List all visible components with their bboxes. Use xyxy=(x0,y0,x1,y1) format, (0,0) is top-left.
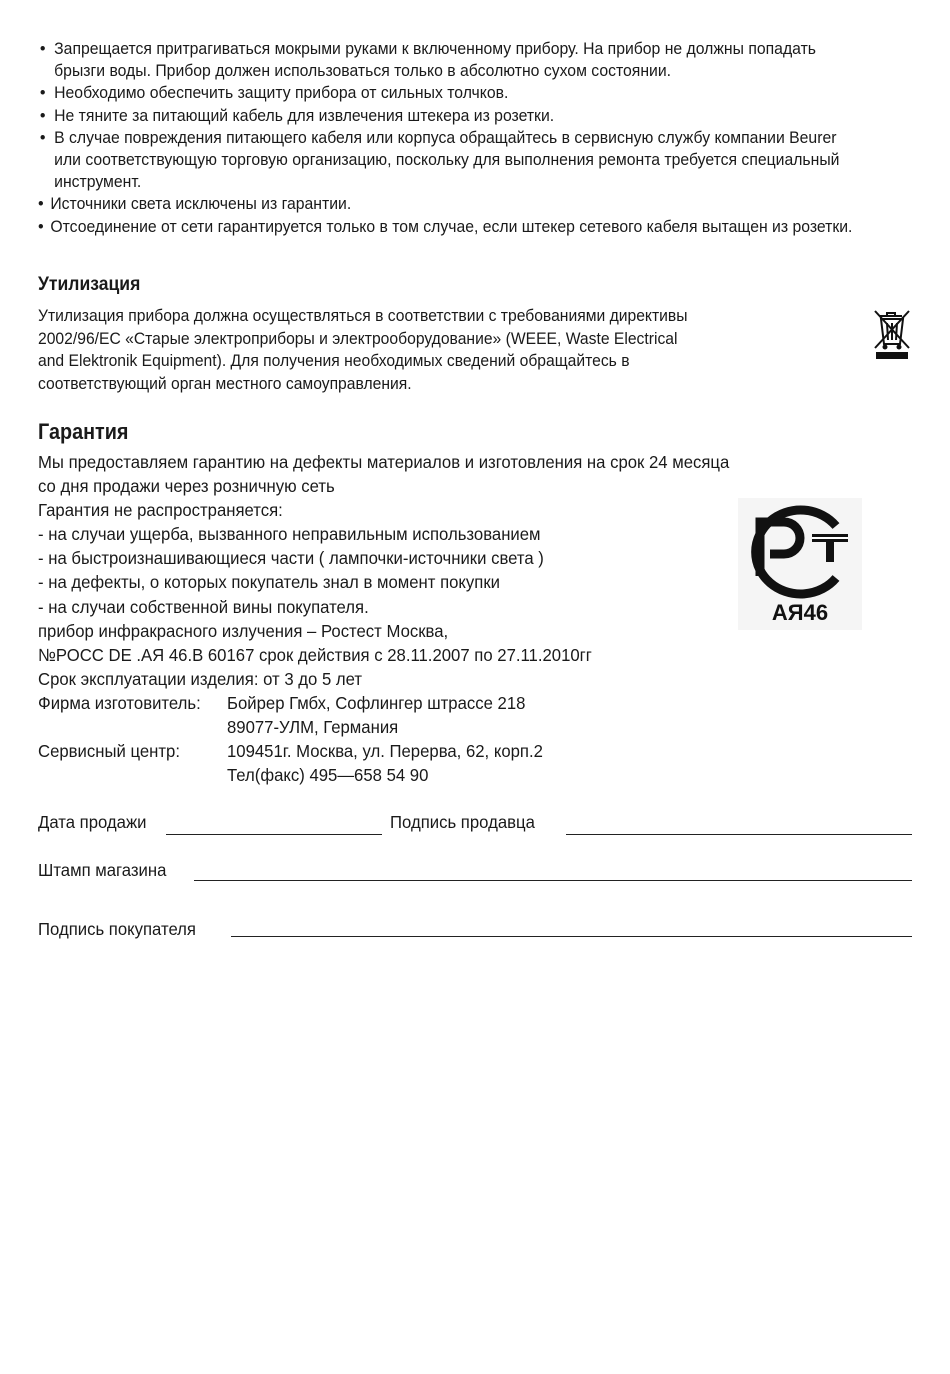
service-life: Срок эксплуатации изделия: от 3 до 5 лет xyxy=(38,668,363,689)
safety-bullet: • Необходимо обеспечить защиту прибора от сильных толчков. xyxy=(38,82,865,104)
rst-certification-mark-icon xyxy=(738,498,862,630)
warranty-text xyxy=(38,450,838,691)
certificate-number: №РОСС DE .АЯ 46.В 60167 срок действия с 28.11.2007 по 27.11.2010гг xyxy=(38,644,592,665)
warranty-line: со дня продажи через розничную сеть xyxy=(38,476,335,497)
safety-bullet: • Отсоединение от сети гарантируется только в том случае, если штекер сетевого кабеля вытащен из розетки. xyxy=(38,216,865,238)
buyer-signature-label: Подпись покупателя xyxy=(38,919,196,939)
manufacturer-label: Фирма изготовитель: xyxy=(38,693,201,713)
manufacturer-address: Бойрер Гмбх, Софлингер штрассе 218 xyxy=(227,693,526,713)
service-center-address: 109451г. Москва, ул. Перерва, 62, корп.2 xyxy=(227,741,543,761)
service-center-phone: Тел(факс) 495—658 54 90 xyxy=(227,765,429,785)
safety-bullet: • Источники света исключены из гарантии. xyxy=(38,193,865,215)
disposal-line: соответствующий орган местного самоуправления. xyxy=(38,374,412,393)
disposal-line: and Elektronik Equipment). Для получения необходимых сведений обращайтесь в xyxy=(38,352,630,370)
disposal-heading: Утилизация xyxy=(38,273,141,295)
warranty-line: Мы предоставляем гарантию на дефекты материалов и изготовления на срок 24 месяца xyxy=(38,452,730,472)
disposal-line: Утилизация прибора должна осуществляться в соответствии с требованиями директивы xyxy=(38,307,688,325)
sale-date-label: Дата продажи xyxy=(38,812,147,832)
safety-bullet: • Запрещается притрагиваться мокрыми руками к включенному прибору. На прибор не должны попадать брызги воды. Прибор должен использоваться только в абсолютно сухом состоянии. xyxy=(38,38,865,82)
buyer-signature-line[interactable] xyxy=(231,936,912,937)
manufacturer-city: 89077-УЛМ, Германия xyxy=(227,717,399,737)
warranty-exclusion: - на случаи ущерба, вызванного неправильным использованием xyxy=(38,524,541,545)
warranty-exclusion: - на быстроизнашивающиеся части ( лампочки-источники света ) xyxy=(38,548,544,569)
disposal-text xyxy=(38,305,798,395)
service-center-label: Сервисный центр: xyxy=(38,741,180,761)
store-stamp-line[interactable] xyxy=(194,880,912,881)
safety-bullet: • Не тяните за питающий кабель для извлечения штекера из розетки. xyxy=(38,105,865,127)
warranty-heading: Гарантия xyxy=(38,419,129,444)
safety-bullet: • В случае повреждения питающего кабеля или корпуса обращайтесь в сервисную службу компании Beurer или соответствующую торговую организацию, поскольку для выполнения ремонта требуется специальный инструмент. xyxy=(38,127,865,194)
warranty-exclusion: - на дефекты, о которых покупатель знал в момент покупки xyxy=(38,572,500,593)
sale-date-line[interactable] xyxy=(166,834,382,835)
seller-signature-label: Подпись продавца xyxy=(390,812,535,832)
certification-code: АЯ46 xyxy=(771,600,829,625)
disposal-line: 2002/96/EC «Старые электроприборы и электрооборудование» (WEEE, Waste Electrical xyxy=(38,329,678,348)
warranty-line: Гарантия не распространяется: xyxy=(38,500,283,521)
certificate-line: прибор инфракрасного излучения – Ростест Москва, xyxy=(38,620,449,641)
warranty-exclusion: - на случаи собственной вины покупателя. xyxy=(38,596,369,617)
safety-bullet-list xyxy=(38,38,908,238)
store-stamp-label: Штамп магазина xyxy=(38,860,167,880)
crossed-out-wheelie-bin-icon xyxy=(872,308,912,360)
seller-signature-line[interactable] xyxy=(566,834,912,835)
